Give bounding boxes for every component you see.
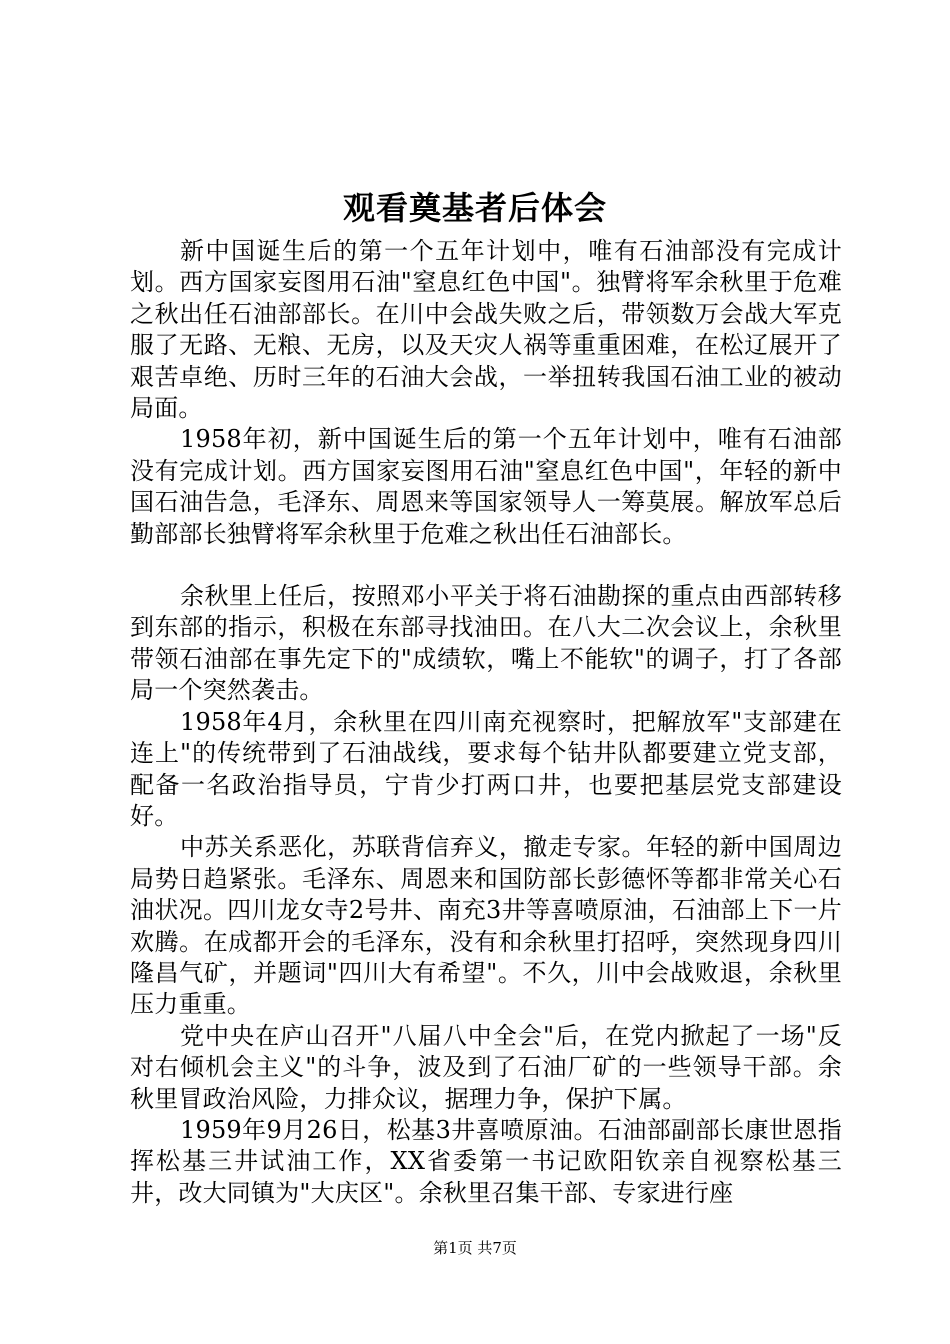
document-title: 观看奠基者后体会	[342, 189, 607, 227]
paragraph-1: 新中国诞生后的第一个五年计划中，唯有石油部没有完成计划。西方国家妄图用石油"窒息红色中国"。独臂将军余秋里于危难之秋出任石油部部长。在川中会战失败之后，带领数万会战大军克服了无路、无粮、无房，以及天灾人祸等重重困难，在松辽展开了艰苦卓绝、历时三年的石油大会战，一举扭转我国石油工业的被动局面。	[130, 237, 842, 423]
paragraph-4: 1958年4月，余秋里在四川南充视察时，把解放军"支部建在连上"的传统带到了石油战线，要求每个钻井队都要建立党支部，配备一名政治指导员，宁肯少打两口井，也要把基层党支部建设好。	[130, 707, 842, 830]
document-body	[130, 236, 842, 1209]
paragraph-6: 党中央在庐山召开"八届八中全会"后，在党内掀起了一场"反对右倾机会主义"的斗争，波及到了石油厂矿的一些领导干部。余秋里冒政治风险，力排众议，据理力争，保护下属。	[130, 1021, 842, 1113]
paragraph-5: 中苏关系恶化，苏联背信弃义，撤走专家。年轻的新中国周边局势日趋紧张。毛泽东、周恩来和国防部长彭德怀等都非常关心石油状况。四川龙女寺2号井、南充3井等喜喷原油，石油部上下一片欢腾。在成都开会的毛泽东，没有和余秋里打招呼，突然现身四川隆昌气矿，并题词"四川大有希望"。不久，川中会战败退，余秋里压力重重。	[130, 833, 842, 1019]
paragraph-3: 余秋里上任后，按照邓小平关于将石油勘探的重点由西部转移到东部的指示，积极在东部寻找油田。在八大二次会议上，余秋里带领石油部在事先定下的"成绩软，嘴上不能软"的调子，打了各部局一个突然袭击。	[130, 582, 842, 705]
paragraph-2: 1958年初，新中国诞生后的第一个五年计划中，唯有石油部没有完成计划。西方国家妄图用石油"窒息红色中国"，年轻的新中国石油告急，毛泽东、周恩来等国家领导人一筹莫展。解放军总后勤部部长独臂将军余秋里于危难之秋出任石油部长。	[130, 425, 842, 548]
paragraph-7: 1959年9月26日，松基3井喜喷原油。石油部副部长康世恩指挥松基三井试油工作，XX省委第一书记欧阳钦亲自视察松基三井，改大同镇为"大庆区"。余秋里召集干部、专家进行座	[130, 1115, 842, 1207]
page-footer: 第1页 共7页	[433, 1239, 517, 1257]
